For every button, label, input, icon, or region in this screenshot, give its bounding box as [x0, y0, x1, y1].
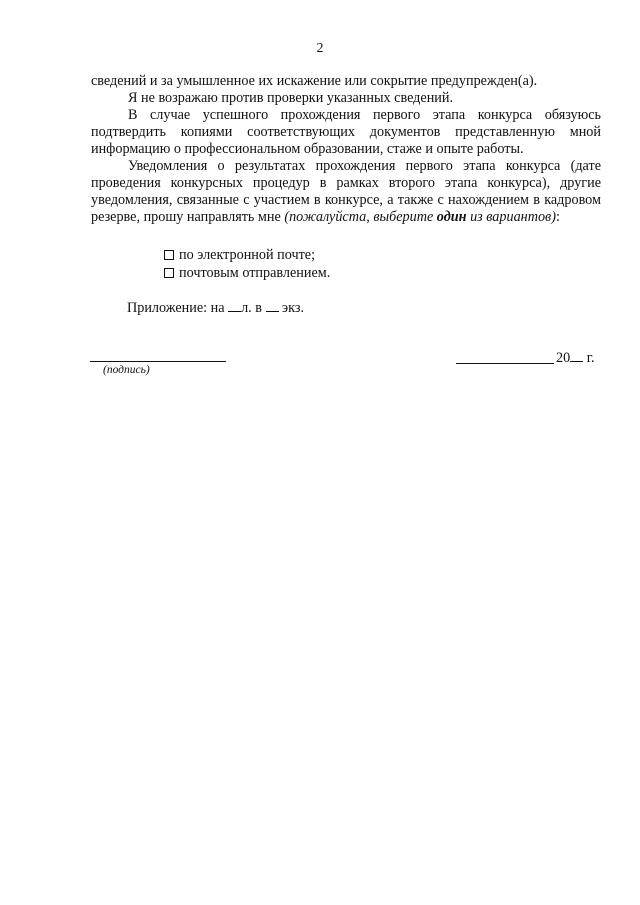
notifications-text: Уведомления о результатах прохождения первого этапа конкурса (дате проведения конкурсных процедур в рамках второго этапа конкурса), другие уведомления, связанные с участием в конкурсе, а также с нахождением в кадровом резерве, прошу направлять мне — [91, 158, 601, 225]
year-suffix: г. — [583, 350, 595, 366]
document-body — [91, 73, 601, 226]
signature-caption: (подпись) — [103, 364, 150, 376]
hint-text-start: (пожалуйста, выберите — [284, 209, 437, 225]
attachment-copies-blank[interactable] — [266, 299, 279, 312]
paragraph-liability: сведений и за умышленное их искажение или сокрытие предупрежден(а). — [91, 73, 538, 89]
year-blank[interactable] — [570, 349, 583, 362]
notifications-colon: : — [555, 209, 560, 225]
attachment-line — [127, 299, 304, 317]
paragraph-notifications — [91, 158, 601, 226]
option-email[interactable] — [164, 246, 330, 264]
attachment-prefix: Приложение: на — [127, 300, 229, 316]
page-number: 2 — [316, 41, 324, 56]
hint-text-bold: один — [436, 209, 467, 225]
option-email-label: по электронной почте; — [179, 247, 316, 263]
attachment-suffix: экз. — [278, 300, 304, 316]
option-post[interactable] — [164, 264, 330, 282]
notification-options — [164, 246, 330, 282]
checkbox-post[interactable] — [164, 268, 174, 278]
option-post-label: почтовым отправлением. — [179, 265, 331, 281]
date-line[interactable] — [456, 363, 554, 364]
paragraph-obligation: В случае успешного прохождения первого этапа конкурса обязуюсь подтвердить копиями соответствующих документов представленную мной информацию о профессиональном образовании, стаже и опыте работы. — [91, 107, 601, 157]
notifications-hint — [284, 209, 556, 225]
paragraph-no-objection: Я не возражаю против проверки указанных сведений. — [128, 90, 454, 106]
checkbox-email[interactable] — [164, 250, 174, 260]
year-prefix: 20 — [556, 350, 571, 366]
hint-text-end: из вариантов) — [466, 209, 556, 225]
attachment-pages-blank[interactable] — [228, 299, 241, 312]
date-year — [556, 349, 595, 367]
attachment-middle: л. в — [241, 300, 266, 316]
signature-line[interactable] — [90, 361, 226, 362]
